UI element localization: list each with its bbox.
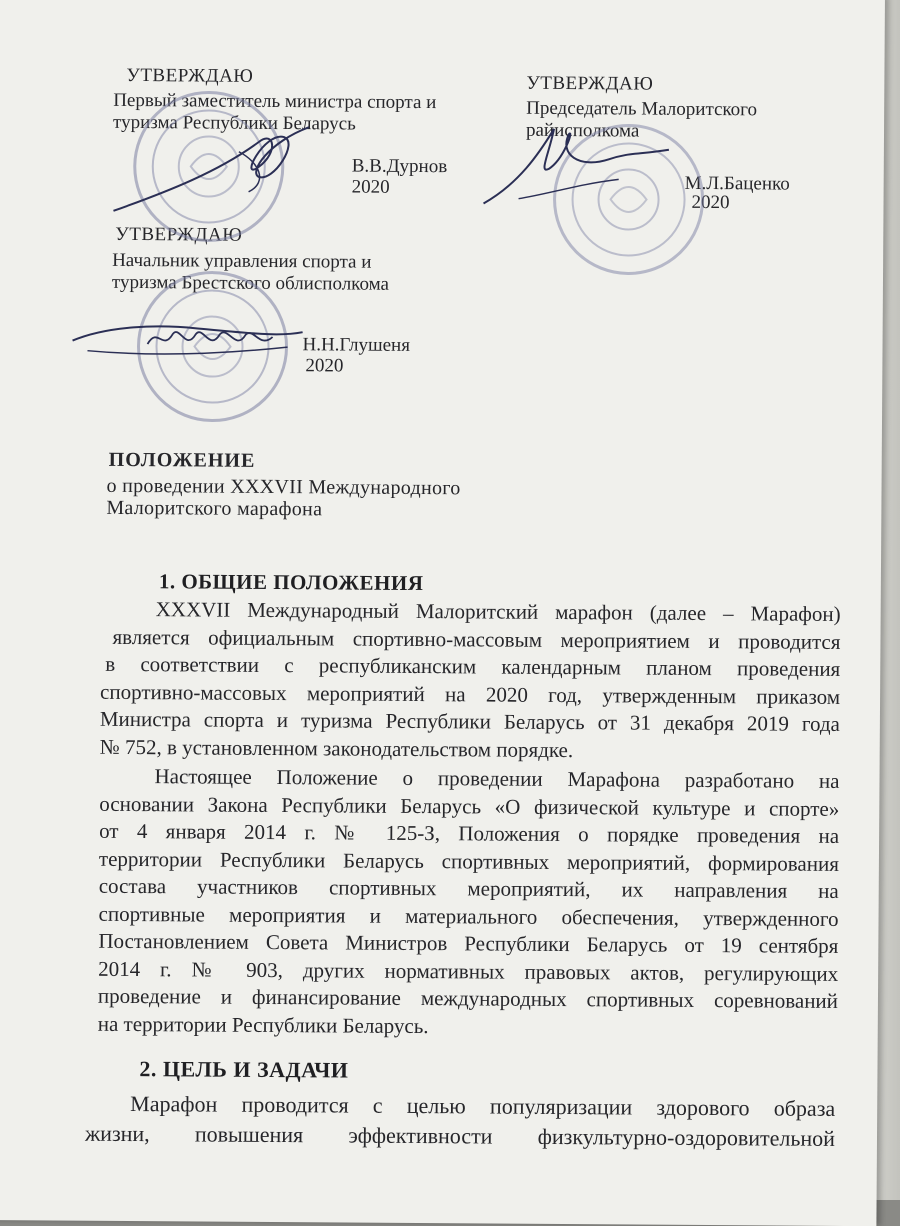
text-line: Постановлением Совета Министров Республики Беларусь от 19 сентября	[98, 928, 839, 958]
approval-1-head: УТВЕРЖДАЮ	[126, 64, 254, 87]
text-line: 2014 г. № 903, других нормативных правовых актов, регулирующих	[98, 956, 839, 986]
text-line: в соответствии с республиканским календарным планом проведения	[105, 651, 841, 681]
signature-1	[108, 111, 329, 223]
section-2-paragraph-1	[85, 1089, 835, 1154]
document-subtitle-line2: Малоритского марафона	[106, 496, 323, 521]
text-line: территории Республики Беларусь спортивных мероприятий, формирования	[98, 846, 840, 876]
section-2-heading: 2. ЦЕЛЬ И ЗАДАЧИ	[139, 1056, 349, 1083]
signature-3	[67, 306, 307, 368]
text-line: на территории Республики Беларусь.	[97, 1011, 429, 1038]
approval-2-year: 2020	[691, 191, 730, 214]
text-line: основании Закона Республики Беларусь «О физической культуре и спорте»	[99, 791, 840, 821]
text-line: состава участников спортивных мероприятий, их направления на	[98, 873, 839, 903]
approval-1-position-line2: туризма Республики Беларусь	[113, 111, 356, 135]
text-line: проведение и финансирование международных спортивных соревнований	[97, 983, 839, 1013]
section-1-paragraph-2	[98, 763, 840, 1043]
approval-2-name: М.Л.Баценко	[684, 172, 790, 195]
text-line: Настоящее Положение о проведении Марафона разработано на	[154, 764, 840, 793]
text-line: № 752, в установленном законодательством порядке.	[99, 734, 574, 762]
text-line: Министра спорта и туризма Республики Беларусь от 31 декабря 2019 года	[99, 706, 840, 736]
text-line: жизни, повышения эффективности физкультурно-оздоровительной	[84, 1120, 836, 1151]
approval-3-position-line2: туризма Брестского облисполкома	[111, 271, 390, 295]
approval-1-position-line1: Первый заместитель министра спорта и	[113, 89, 437, 114]
approval-3-head: УТВЕРЖДАЮ	[115, 223, 243, 246]
document-subtitle-line1: о проведении XXXVII Международного	[106, 474, 461, 500]
approval-2-head: УТВЕРЖДАЮ	[526, 72, 654, 95]
text-line: спортивные мероприятия и материального обеспечения, утвержденного	[98, 901, 839, 931]
approval-2-position-line2: райисполкома	[525, 119, 640, 142]
approval-2-position-line1: Председатель Малоритского	[526, 97, 758, 121]
document-title: ПОЛОЖЕНИЕ	[108, 448, 256, 472]
approval-3-position-line1: Начальник управления спорта и	[112, 249, 372, 273]
approval-3-year: 2020	[305, 355, 344, 377]
text-line: является официальным спортивно-массовым мероприятием и проводится	[112, 624, 841, 654]
text-line: Марафон проводится с целью популяризации здорового образа	[130, 1091, 836, 1121]
text-line: от 4 января 2014 г. № 125-З, Положения о порядке проведения на	[99, 818, 840, 848]
text-line: спортивно-массовых мероприятий на 2020 год, утвержденным приказом	[100, 679, 841, 709]
approval-1-name: В.В.Дурнов	[351, 155, 448, 178]
approval-3-name: Н.Н.Глушеня	[302, 334, 411, 356]
approval-1-year: 2020	[351, 176, 390, 198]
section-1-heading: 1. ОБЩИЕ ПОЛОЖЕНИЯ	[158, 569, 424, 596]
signature-2	[478, 113, 679, 214]
section-1-paragraph-1	[100, 596, 841, 766]
text-line: XXXVII Международный Малоритский марафон (далее – Марафон)	[155, 597, 841, 626]
